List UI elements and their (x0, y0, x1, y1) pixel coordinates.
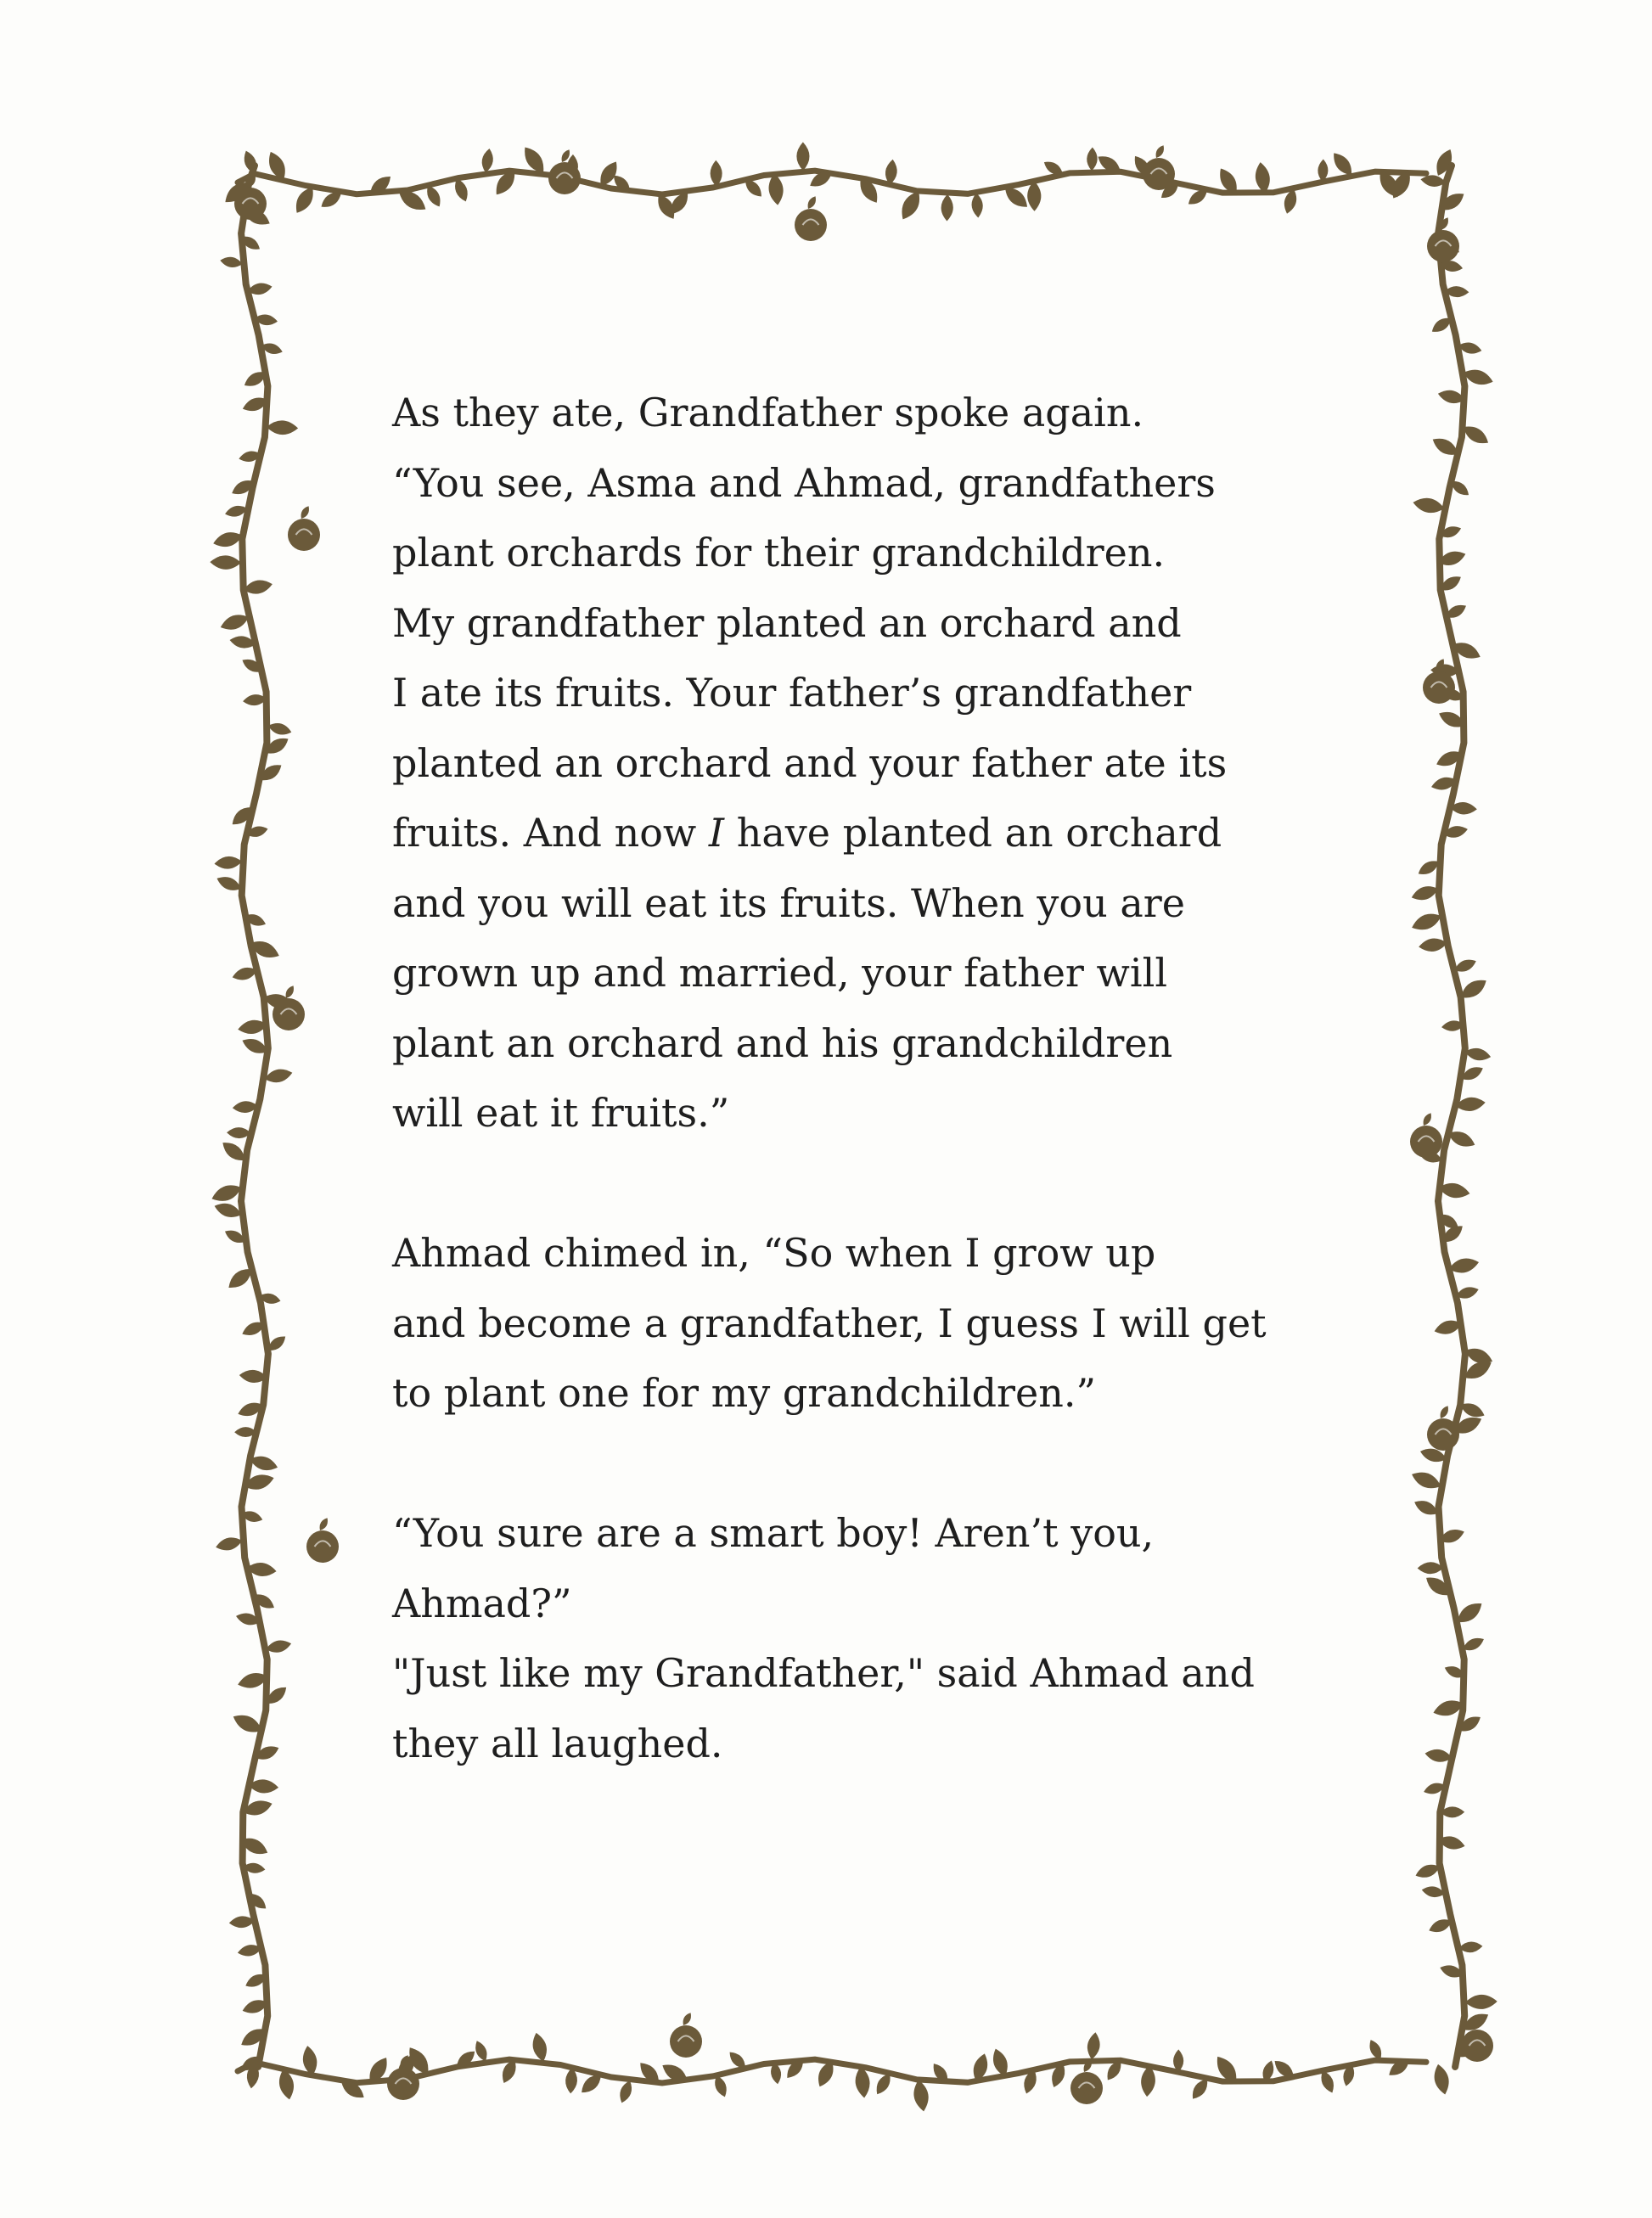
leaf-shape (1154, 143, 1166, 160)
text-line: I ate its fruits. Your father’s grandfather (392, 670, 1192, 716)
text-segment: have planted an orchard (724, 810, 1222, 856)
text-line: plant orchards for their grandchildren. (392, 530, 1166, 576)
fruit-shape (1143, 158, 1175, 190)
leaf-shape (210, 555, 241, 570)
leaf-shape (214, 1535, 244, 1553)
text-line: and you will eat its fruits. When you are (392, 879, 1185, 926)
text-segment: fruits. And now (392, 810, 709, 856)
text-line: My grandfather planted an orchard and (392, 599, 1182, 646)
text-line: to plant one for my grandchildren.” (392, 1370, 1097, 1416)
fruit-shape (387, 2068, 419, 2100)
leaf-shape (219, 255, 243, 269)
fruit-shape (288, 519, 320, 551)
fruit-shape (1461, 2030, 1493, 2062)
text-line: planted an orchard and your father ate its (392, 739, 1228, 786)
leaf-shape (616, 2079, 634, 2105)
leaf-shape (1086, 2031, 1102, 2060)
text-line: and become a grandfather, I guess I will get (392, 1300, 1267, 1346)
text-line: "Just like my Grandfather," said Ahmad and (392, 1650, 1255, 1696)
fruit-shape (306, 1530, 339, 1563)
leaf-shape (941, 194, 953, 222)
vine-stem (238, 171, 1426, 194)
leaf-shape (806, 194, 818, 211)
fruit-shape (1427, 230, 1459, 262)
leaf-shape (1253, 161, 1272, 194)
text-line: “You sure are a smart boy! Aren’t you, (392, 1510, 1155, 1556)
paragraph-spacer (392, 1148, 1343, 1219)
leaf-shape (1087, 147, 1098, 171)
story-text (392, 378, 1343, 1778)
leaf-shape (796, 142, 809, 171)
fruit-shape (234, 188, 267, 220)
text-line: Ahmad chimed in, “So when I grow up (392, 1230, 1156, 1276)
fruit-shape (795, 209, 827, 241)
leaf-shape (530, 2031, 550, 2064)
leaf-shape (1412, 495, 1446, 515)
text-line: As they ate, Grandfather spoke again. (392, 390, 1144, 435)
text-line: “You see, Asma and Ahmad, grandfathers (392, 459, 1216, 506)
leaf-shape (970, 193, 983, 218)
fruit-shape (273, 998, 305, 1030)
text-line: grown up and married, your father will (392, 950, 1168, 996)
fruit-shape (1427, 1418, 1459, 1451)
leaf-shape (214, 856, 243, 870)
fruit-shape (670, 2025, 702, 2058)
leaf-shape (266, 420, 298, 435)
leaf-shape (299, 504, 312, 520)
text-line: they all laughed. (392, 1720, 723, 1766)
leaf-shape (1438, 1404, 1451, 1420)
leaf-shape (1431, 2063, 1452, 2096)
leaf-shape (1421, 1111, 1434, 1127)
leaf-shape (912, 2079, 931, 2113)
text-line: will eat it fruits.” (392, 1090, 730, 1136)
text-line-with-emphasis (392, 798, 1343, 868)
fruit-shape (1410, 1126, 1442, 1158)
emphasis-text: I (708, 810, 725, 856)
paragraph-spacer (392, 1429, 1343, 1499)
leaf-shape (1465, 1994, 1497, 2009)
fruit-shape (1423, 671, 1455, 704)
leaf-shape (317, 1516, 330, 1532)
leaf-shape (480, 148, 495, 173)
text-line: Ahmad?” (392, 1580, 572, 1626)
fruit-shape (548, 162, 581, 194)
text-line: plant an orchard and his grandchildren (392, 1019, 1173, 1066)
leaf-shape (681, 2011, 694, 2027)
leaf-shape (267, 721, 293, 738)
fruit-shape (1070, 2072, 1103, 2104)
